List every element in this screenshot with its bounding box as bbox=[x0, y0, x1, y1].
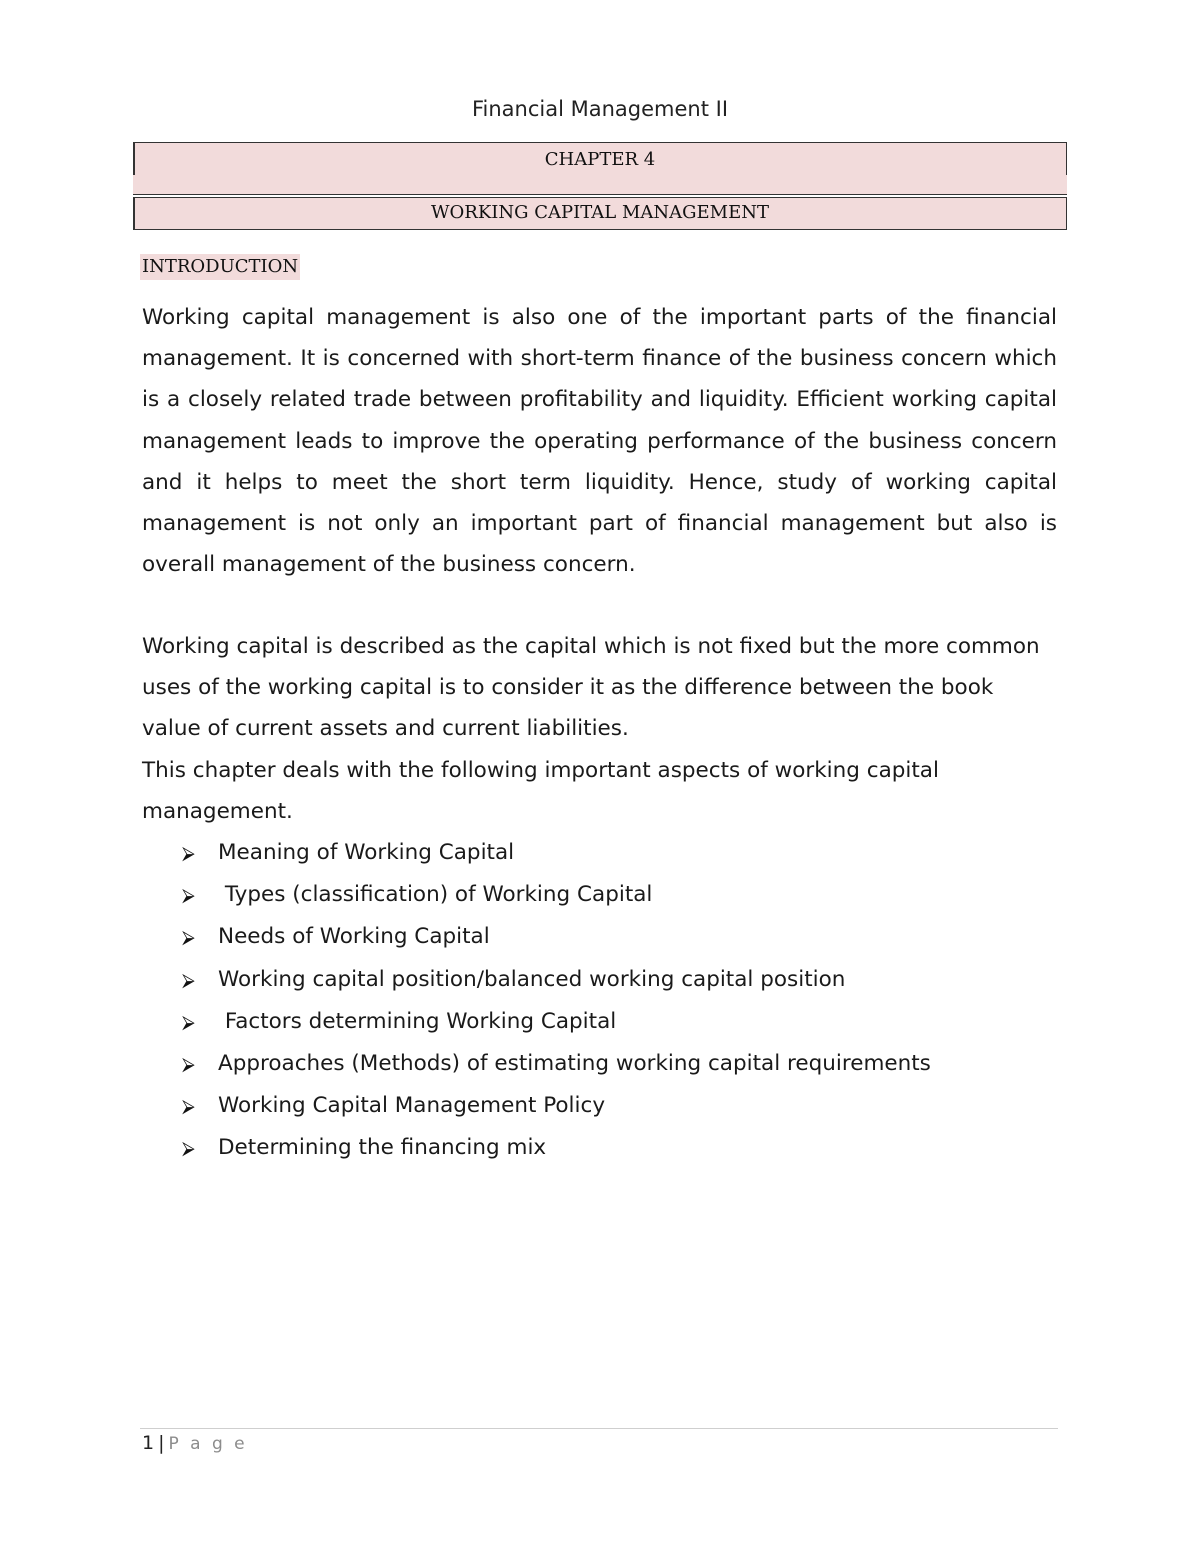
arrow-bullet-icon: ⮚ bbox=[182, 969, 195, 991]
footer-separator: | bbox=[158, 1432, 165, 1454]
list-item-text: Working capital position/balanced working capital position bbox=[218, 966, 846, 992]
chapter-number-box bbox=[133, 142, 1067, 195]
intro-paragraph-1: Working capital management is also one of the important parts of the financial management. It is concerned with short-term finance of the business concern which is a closely related trade between profitability and liquidity. Efficient working capital management leads to improve the operating performance of the business concern and it helps to meet the short term liquidity. Hence, study of working capital management is not only an important part of financial management but also is overall management of the business concern. bbox=[142, 305, 1057, 578]
list-item bbox=[182, 1085, 931, 1127]
arrow-bullet-icon: ⮚ bbox=[182, 927, 195, 949]
arrow-bullet-icon: ⮚ bbox=[182, 843, 195, 864]
running-header: Financial Management II bbox=[471, 97, 729, 121]
list-item bbox=[182, 874, 931, 916]
footer-divider bbox=[140, 1428, 1058, 1429]
arrow-bullet-icon: ⮚ bbox=[182, 1054, 195, 1076]
list-item bbox=[182, 916, 931, 958]
chapter-number: CHAPTER 4 bbox=[544, 149, 656, 170]
list-item-text: Types (classification) of Working Capital bbox=[218, 882, 653, 908]
chapter-title: WORKING CAPITAL MANAGEMENT bbox=[431, 202, 769, 223]
list-item-text: Factors determining Working Capital bbox=[218, 1008, 617, 1034]
page-number: 1 bbox=[142, 1432, 155, 1454]
list-item-text: Meaning of Working Capital bbox=[218, 840, 515, 865]
aspects-list bbox=[182, 832, 931, 1170]
page-label: P a g e bbox=[168, 1434, 248, 1454]
chapter-title-box bbox=[133, 197, 1067, 230]
list-item-text: Working Capital Management Policy bbox=[218, 1093, 606, 1119]
arrow-bullet-icon: ⮚ bbox=[182, 1096, 195, 1118]
list-item bbox=[182, 1001, 931, 1043]
list-item bbox=[182, 959, 931, 1001]
list-item bbox=[182, 832, 931, 874]
intro-paragraph-2: Working capital is described as the capital which is not fixed but the more common uses of the working capital is to consider it as the difference between the book value of current assets and current liabilities. bbox=[142, 634, 1040, 742]
list-item bbox=[182, 1127, 931, 1169]
arrow-bullet-icon: ⮚ bbox=[182, 885, 195, 907]
list-item-text: Approaches (Methods) of estimating working capital requirements bbox=[218, 1051, 931, 1077]
list-item-text: Determining the financing mix bbox=[218, 1135, 547, 1161]
arrow-bullet-icon: ⮚ bbox=[182, 1011, 195, 1033]
intro-paragraph-3: This chapter deals with the following important aspects of working capital management. bbox=[142, 758, 939, 825]
page-footer bbox=[142, 1432, 248, 1454]
list-item-text: Needs of Working Capital bbox=[218, 924, 490, 950]
introduction-heading: INTRODUCTION bbox=[140, 254, 300, 280]
list-item bbox=[182, 1043, 931, 1085]
arrow-bullet-icon: ⮚ bbox=[182, 1138, 195, 1160]
